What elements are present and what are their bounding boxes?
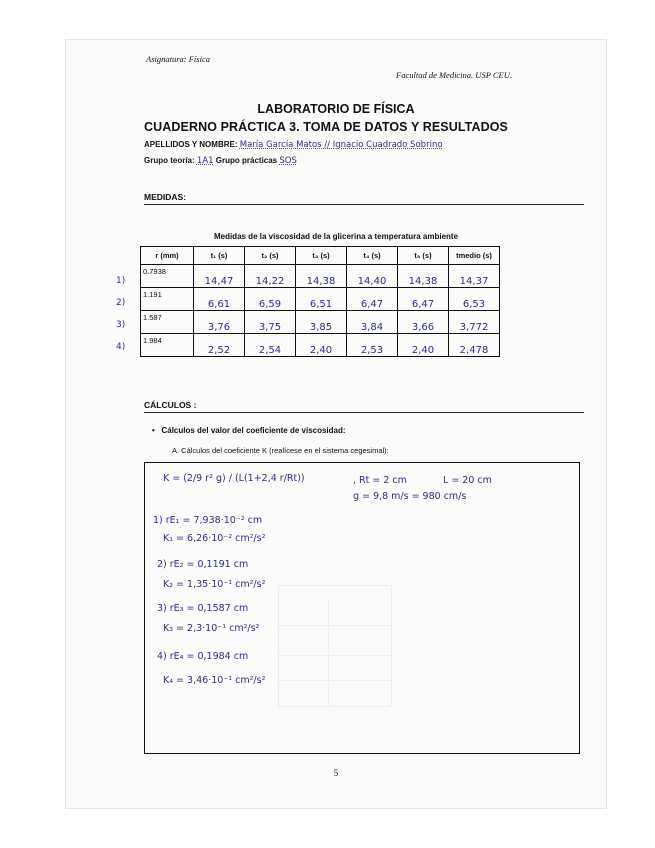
time-cell: 2,40 — [411, 345, 435, 356]
bullet-item — [152, 426, 346, 435]
time-cell: 2,52 — [207, 345, 231, 356]
time-cell: 6,61 — [207, 299, 231, 310]
mean-time-cell: 6,53 — [462, 299, 486, 310]
radius-cell: 1.191 — [141, 288, 194, 311]
time-cell: 14,38 — [306, 276, 336, 287]
names-label: APELLIDOS Y NOMBRE: — [144, 140, 238, 149]
time-cell: 14,38 — [408, 276, 438, 287]
calculations-heading: CÁLCULOS : — [144, 400, 197, 410]
time-cell: 3,75 — [258, 322, 282, 333]
time-cell: 3,76 — [207, 322, 231, 333]
calc-line: K₂ = 1,35·10⁻¹ cm²/s² — [163, 579, 266, 590]
practice-group-label: Grupo prácticas — [215, 156, 278, 165]
table-row — [141, 265, 500, 288]
row-number-label: 4) — [116, 342, 126, 352]
calc-line: 1) rE₁ = 7,938·10⁻² cm — [153, 515, 263, 526]
bullet-text: Cálculos del valor del coeficiente de viscosidad: — [161, 426, 346, 435]
calc-line: 4) rE₄ = 0,1984 cm — [157, 651, 249, 662]
names-value: María García Matos // Ignacio Cuadrado Sobrino — [239, 140, 443, 150]
calc-line: K₄ = 3,46·10⁻¹ cm²/s² — [163, 675, 266, 686]
bullet-dot-icon: • — [152, 426, 162, 435]
calculations-box — [144, 462, 580, 754]
gravity-value: g = 9,8 m/s = 980 cm/s — [353, 491, 467, 502]
document-page — [66, 40, 606, 808]
table-row — [141, 334, 500, 357]
mean-time-cell: 14,37 — [459, 276, 489, 287]
time-cell: 6,47 — [411, 299, 435, 310]
calc-line: 3) rE₃ = 0,1587 cm — [157, 603, 249, 614]
column-header: r (mm) — [141, 247, 194, 265]
theory-group-label: Grupo teoría: — [144, 156, 195, 165]
column-header: t₂ (s) — [245, 247, 296, 265]
radius-cell: 1.984 — [141, 334, 194, 357]
time-cell: 6,47 — [360, 299, 384, 310]
table-header-row — [141, 247, 500, 265]
time-cell: 6,51 — [309, 299, 333, 310]
column-header: t₃ (s) — [296, 247, 347, 265]
time-cell: 3,85 — [309, 322, 333, 333]
row-number-label: 3) — [116, 320, 126, 330]
time-cell: 6,59 — [258, 299, 282, 310]
faculty-label: Facultad de Medicina. USP CEU. — [396, 70, 512, 80]
row-number-label: 1) — [116, 276, 126, 286]
time-cell: 14,40 — [357, 276, 387, 287]
measurements-table — [140, 246, 500, 357]
length-value: L = 20 cm — [443, 475, 492, 486]
time-cell: 2,54 — [258, 345, 282, 356]
table-row — [141, 311, 500, 334]
table-row — [141, 288, 500, 311]
time-cell: 3,66 — [411, 322, 435, 333]
time-cell: 2,40 — [309, 345, 333, 356]
groups-line — [144, 156, 297, 166]
time-cell: 14,22 — [255, 276, 285, 287]
column-header: t₄ (s) — [347, 247, 398, 265]
column-header: t₁ (s) — [194, 247, 245, 265]
column-header: tmedio (s) — [449, 247, 500, 265]
row-number-label: 2) — [116, 298, 126, 308]
subitem-text: A. Cálculos del coeficiente K (realícese en el sistema cegesimal): — [172, 446, 389, 455]
time-cell: 2,53 — [360, 345, 384, 356]
mean-time-cell: 3,772 — [459, 322, 489, 333]
subject-label: Asignatura: Física — [146, 54, 210, 64]
calc-line: K₃ = 2,3·10⁻¹ cm²/s² — [163, 623, 260, 634]
column-header: t₅ (s) — [398, 247, 449, 265]
time-cell: 3,84 — [360, 322, 384, 333]
measures-heading: MEDIDAS: — [144, 192, 187, 202]
calc-line: K₁ = 6,26·10⁻² cm²/s² — [163, 533, 266, 544]
practice-group-value: SOS — [279, 156, 297, 166]
calc-line: 2) rE₂ = 0,1191 cm — [157, 559, 249, 570]
page-number: 5 — [333, 768, 339, 778]
page-title: LABORATORIO DE FÍSICA — [257, 102, 415, 116]
names-line — [144, 140, 443, 150]
k-formula: K = (2/9 r² g) / (L(1+2,4 r/Rt)) — [163, 473, 305, 484]
calculations-divider — [144, 412, 584, 413]
measures-divider — [144, 204, 584, 205]
mean-time-cell: 2,478 — [459, 345, 489, 356]
radius-cell: 1.587 — [141, 311, 194, 334]
table-caption: Medidas de la viscosidad de la glicerina a temperatura ambiente — [213, 232, 459, 241]
rt-value: , Rt = 2 cm — [353, 475, 407, 486]
radius-cell: 0.7938 — [141, 265, 194, 288]
theory-group-value: 1A1 — [196, 156, 214, 166]
time-cell: 14,47 — [204, 276, 234, 287]
page-subtitle: CUADERNO PRÁCTICA 3. TOMA DE DATOS Y RESULTADOS — [144, 120, 508, 134]
